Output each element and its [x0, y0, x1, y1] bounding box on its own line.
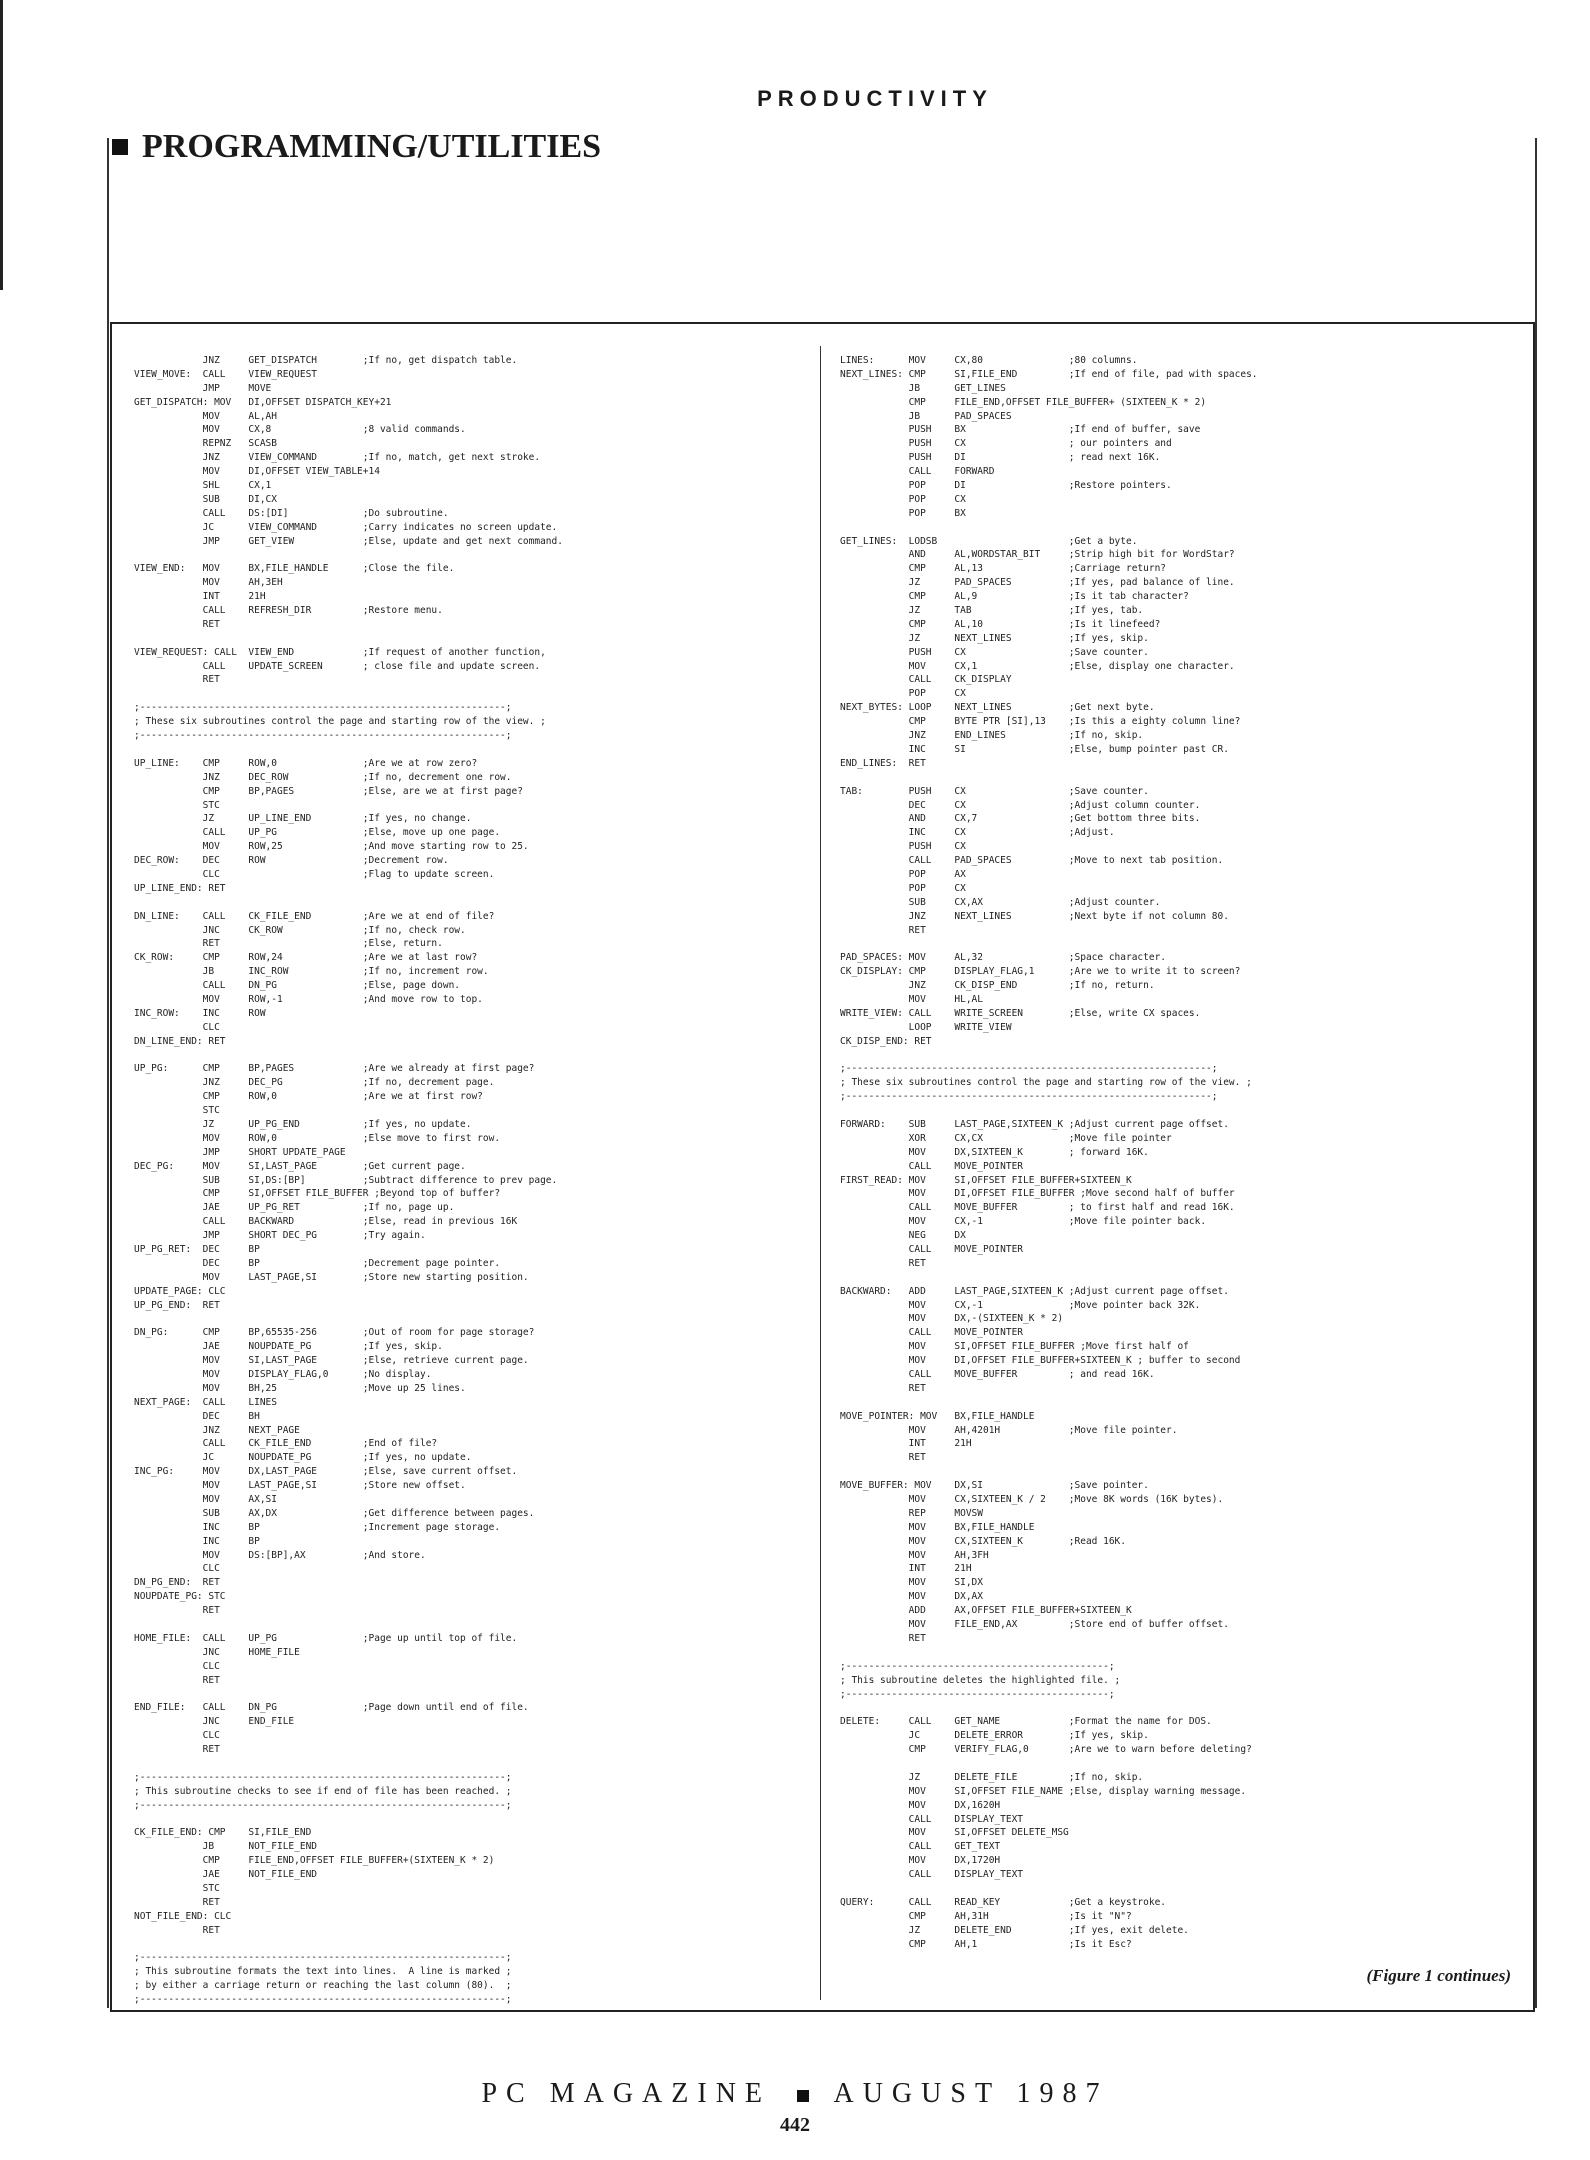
code-line: DN_PG: CMP BP,65535-256 ;Out of room for page storage? — [134, 1327, 535, 1339]
code-line: ADD AX,OFFSET FILE_BUFFER+SIXTEEN_K — [840, 1605, 1132, 1617]
code-line: CALL CK_DISPLAY — [840, 674, 1012, 686]
code-line: MOV CX,-1 ;Move file pointer back. — [840, 1216, 1207, 1228]
code-line: JB INC_ROW ;If no, increment row. — [134, 966, 489, 978]
left-column-rule — [107, 138, 109, 2008]
code-line: DEC BP ;Decrement page pointer. — [134, 1257, 501, 1269]
code-line: GET_DISPATCH: MOV DI,OFFSET DISPATCH_KEY+21 — [134, 396, 392, 408]
code-line: MOV LAST_PAGE,SI ;Store new offset. — [134, 1480, 466, 1492]
code-line: MOV ROW,25 ;And move starting row to 25. — [134, 841, 529, 853]
code-line: JAE UP_PG_RET ;If no, page up. — [134, 1202, 455, 1214]
code-line: XOR CX,CX ;Move file pointer — [840, 1132, 1172, 1144]
code-line: PAD_SPACES: MOV AL,32 ;Space character. — [840, 952, 1167, 964]
code-line: AND AL,WORDSTAR_BIT ;Strip high bit for WordStar? — [840, 549, 1235, 561]
listing-left-column — [134, 354, 814, 2006]
code-line: MOV DS:[BP],AX ;And store. — [134, 1549, 426, 1561]
code-line: VIEW_REQUEST: CALL VIEW_END ;If request of another function, — [134, 646, 546, 658]
code-line: JNZ VIEW_COMMAND ;If no, match, get next stroke. — [134, 452, 541, 464]
code-line: MOV CX,-1 ;Move pointer back 32K. — [840, 1299, 1201, 1311]
code-line: LOOP WRITE_VIEW — [840, 1021, 1012, 1033]
code-line: CALL BACKWARD ;Else, read in previous 16K — [134, 1216, 518, 1228]
code-line: JMP GET_VIEW ;Else, update and get next command. — [134, 535, 563, 547]
code-line: END_FILE: CALL DN_PG ;Page down until end of file. — [134, 1702, 529, 1714]
code-line: CMP SI,OFFSET FILE_BUFFER ;Beyond top of buffer? — [134, 1188, 501, 1200]
code-line: MOV DX,-(SIXTEEN_K * 2) — [840, 1313, 1064, 1325]
code-line: MOV DX,SIXTEEN_K ; forward 16K. — [840, 1146, 1149, 1158]
code-line: WRITE_VIEW: CALL WRITE_SCREEN ;Else, write CX spaces. — [840, 1007, 1201, 1019]
code-line: STC — [134, 1882, 220, 1894]
code-line: MOV DISPLAY_FLAG,0 ;No display. — [134, 1369, 432, 1381]
code-line: RET — [840, 1632, 926, 1644]
code-line — [134, 1757, 814, 1771]
code-line: END_LINES: RET — [840, 757, 926, 769]
code-line: GET_LINES: LODSB ;Get a byte. — [840, 535, 1138, 547]
code-line: CLC — [134, 1021, 220, 1033]
code-line: INC_ROW: INC ROW — [134, 1007, 266, 1019]
code-line: DEC_ROW: DEC ROW ;Decrement row. — [134, 855, 449, 867]
code-line: ; by either a carriage return or reaching the last column (80). ; — [134, 1980, 512, 1992]
code-line: DN_LINE: CALL CK_FILE_END ;Are we at end of file? — [134, 910, 495, 922]
code-line: RET — [840, 1382, 926, 1394]
code-line: RET — [134, 1896, 220, 1908]
code-line — [840, 1701, 1525, 1715]
code-line: FIRST_READ: MOV SI,OFFSET FILE_BUFFER+SIXTEEN_K — [840, 1174, 1132, 1186]
code-line: REPNZ SCASB — [134, 438, 277, 450]
code-line: SUB AX,DX ;Get difference between pages. — [134, 1507, 535, 1519]
code-line: POP CX — [840, 882, 966, 894]
code-line: JZ UP_LINE_END ;If yes, no change. — [134, 813, 472, 825]
code-line: MOV LAST_PAGE,SI ;Store new starting position. — [134, 1271, 529, 1283]
code-line: ; These six subroutines control the page and starting row of the view. ; — [134, 716, 546, 728]
code-line: CK_DISP_END: RET — [840, 1035, 932, 1047]
code-line — [134, 1312, 814, 1326]
code-line: UP_LINE: CMP ROW,0 ;Are we at row zero? — [134, 757, 478, 769]
code-line: NOUPDATE_PG: STC — [134, 1591, 226, 1603]
code-line: DN_LINE_END: RET — [134, 1035, 226, 1047]
code-line: ; This subroutine deletes the highlighted file. ; — [840, 1674, 1121, 1686]
code-line: CALL MOVE_POINTER — [840, 1327, 1024, 1339]
code-line — [840, 1104, 1525, 1118]
code-line: JZ PAD_SPACES ;If yes, pad balance of line. — [840, 577, 1235, 589]
code-line: MOV AL,AH — [134, 410, 277, 422]
code-line: JB GET_LINES — [840, 382, 1006, 394]
code-line: POP AX — [840, 868, 966, 880]
code-line: CMP FILE_END,OFFSET FILE_BUFFER+ (SIXTEEN_K * 2) — [840, 396, 1207, 408]
code-line: POP BX — [840, 507, 966, 519]
code-line: BACKWARD: ADD LAST_PAGE,SIXTEEN_K ;Adjust current page offset. — [840, 1285, 1229, 1297]
margin-rule — [0, 0, 3, 290]
code-line: INT 21H — [840, 1563, 972, 1575]
code-line: CMP BP,PAGES ;Else, are we at first page? — [134, 785, 523, 797]
code-line: RET — [134, 618, 220, 630]
page-footer — [0, 2078, 1590, 2110]
code-line — [840, 1465, 1525, 1479]
code-line: JAE NOT_FILE_END — [134, 1869, 318, 1881]
code-line: MOV CX,SIXTEEN_K / 2 ;Move 8K words (16K bytes). — [840, 1494, 1224, 1506]
code-line: HOME_FILE: CALL UP_PG ;Page up until top of file. — [134, 1632, 518, 1644]
code-line: DN_PG_END: RET — [134, 1577, 220, 1589]
running-header: PRODUCTIVITY — [757, 86, 993, 111]
code-line: MOV SI,OFFSET FILE_NAME ;Else, display warning message. — [840, 1785, 1247, 1797]
code-line: CMP AL,9 ;Is it tab character? — [840, 591, 1189, 603]
code-line: CMP ROW,0 ;Are we at first row? — [134, 1091, 483, 1103]
code-line: INC SI ;Else, bump pointer past CR. — [840, 743, 1229, 755]
code-line: MOVE_BUFFER: MOV DX,SI ;Save pointer. — [840, 1480, 1149, 1492]
code-line: ;----------------------------------------------------------------; — [840, 1091, 1218, 1103]
code-line: CALL CK_FILE_END ;End of file? — [134, 1438, 438, 1450]
code-line: JNZ END_LINES ;If no, skip. — [840, 730, 1144, 742]
code-line — [840, 937, 1525, 951]
code-line: JNZ CK_DISP_END ;If no, return. — [840, 980, 1155, 992]
code-line: RET — [134, 1674, 220, 1686]
code-line: CK_DISPLAY: CMP DISPLAY_FLAG,1 ;Are we to write it to screen? — [840, 966, 1241, 978]
code-line: POP CX — [840, 688, 966, 700]
code-line: INC BP ;Increment page storage. — [134, 1521, 501, 1533]
code-listing-figure — [110, 322, 1535, 2012]
code-line: MOV ROW,-1 ;And move row to top. — [134, 993, 483, 1005]
code-line: JZ DELETE_END ;If yes, exit delete. — [840, 1924, 1189, 1936]
code-line: DEC_PG: MOV SI,LAST_PAGE ;Get current page. — [134, 1160, 466, 1172]
code-line: MOV DX,1620H — [840, 1799, 1001, 1811]
code-line: UP_PG: CMP BP,PAGES ;Are we already at first page? — [134, 1063, 535, 1075]
code-line: DEC BH — [134, 1410, 260, 1422]
code-line: CMP FILE_END,OFFSET FILE_BUFFER+(SIXTEEN_K * 2) — [134, 1855, 495, 1867]
code-line: UP_LINE_END: RET — [134, 882, 226, 894]
code-line: ;----------------------------------------------------------------; — [840, 1063, 1218, 1075]
code-line: SUB DI,CX — [134, 493, 277, 505]
code-line: JC NOUPDATE_PG ;If yes, no update. — [134, 1452, 472, 1464]
code-line: JNZ NEXT_PAGE — [134, 1424, 300, 1436]
code-line: MOV DX,1720H — [840, 1855, 1001, 1867]
code-line: MOV CX,8 ;8 valid commands. — [134, 424, 466, 436]
right-column-rule — [1535, 138, 1537, 2008]
code-line: CMP AH,1 ;Is it Esc? — [840, 1938, 1132, 1950]
code-line: ;----------------------------------------------------------------; — [134, 730, 512, 742]
magazine-name: PC MAGAZINE — [481, 2078, 772, 2109]
code-line: POP CX — [840, 493, 966, 505]
code-line: SHL CX,1 — [134, 480, 272, 492]
code-line: CK_ROW: CMP ROW,24 ;Are we at last row? — [134, 952, 478, 964]
code-line: UP_PG_RET: DEC BP — [134, 1244, 260, 1255]
code-line — [134, 1688, 814, 1702]
code-line: LINES: MOV CX,80 ;80 columns. — [840, 355, 1138, 366]
code-line — [134, 743, 814, 757]
code-line: DEC CX ;Adjust column counter. — [840, 799, 1201, 811]
code-line: CMP VERIFY_FLAG,0 ;Are we to warn before deleting? — [840, 1744, 1252, 1756]
code-line: PUSH CX — [840, 841, 966, 853]
code-line: INC BP — [134, 1535, 260, 1547]
code-line — [840, 1882, 1525, 1896]
code-line: RET — [840, 924, 926, 936]
code-line: NEG DX — [840, 1230, 966, 1242]
code-line: MOV AH,4201H ;Move file pointer. — [840, 1424, 1178, 1436]
section-title — [112, 128, 601, 166]
code-line: JB NOT_FILE_END — [134, 1841, 318, 1853]
code-line: PUSH CX ; our pointers and — [840, 438, 1172, 450]
code-line: NEXT_PAGE: CALL LINES — [134, 1396, 277, 1408]
code-line — [840, 1396, 1525, 1410]
code-line: DELETE: CALL GET_NAME ;Format the name for DOS. — [840, 1716, 1212, 1728]
page-number: 442 — [780, 2114, 810, 2136]
section-title-text: PROGRAMMING/UTILITIES — [142, 128, 602, 165]
code-line: ;----------------------------------------------------------------; — [134, 702, 512, 714]
code-line: JMP MOVE — [134, 382, 272, 394]
code-line — [840, 1646, 1525, 1660]
code-line: MOV DI,OFFSET VIEW_TABLE+14 — [134, 466, 380, 478]
code-line: CLC — [134, 1660, 220, 1672]
code-line: PUSH DI ; read next 16K. — [840, 452, 1161, 464]
figure-continues-note: (Figure 1 continues) — [1366, 1966, 1511, 1985]
code-line: MOV HL,AL — [840, 993, 983, 1005]
code-line: FORWARD: SUB LAST_PAGE,SIXTEEN_K ;Adjust current page offset. — [840, 1118, 1229, 1130]
code-line: CALL FORWARD — [840, 466, 995, 478]
code-line: INC CX ;Adjust. — [840, 827, 1115, 839]
code-line: ;----------------------------------------------------------------; — [134, 1994, 512, 2006]
code-line: CALL UP_PG ;Else, move up one page. — [134, 827, 501, 839]
code-line — [134, 687, 814, 701]
code-line: TAB: PUSH CX ;Save counter. — [840, 785, 1149, 797]
listing-right-column — [840, 354, 1525, 1996]
code-line: JZ NEXT_LINES ;If yes, skip. — [840, 632, 1149, 644]
code-line: CLC ;Flag to update screen. — [134, 868, 495, 880]
code-line: ;----------------------------------------------------------------; — [134, 1799, 512, 1811]
code-line: RET — [134, 674, 220, 686]
code-line: SUB SI,DS:[BP] ;Subtract difference to prev page. — [134, 1174, 558, 1186]
code-line: CALL MOVE_POINTER — [840, 1244, 1024, 1255]
code-line: ; These six subroutines control the page and starting row of the view. ; — [840, 1077, 1252, 1089]
code-line — [134, 548, 814, 562]
code-line: NEXT_LINES: CMP SI,FILE_END ;If end of file, pad with spaces. — [840, 368, 1258, 380]
code-line: CALL DS:[DI] ;Do subroutine. — [134, 507, 449, 519]
code-line: MOV SI,OFFSET DELETE_MSG — [840, 1827, 1069, 1839]
code-line: JNZ DEC_ROW ;If no, decrement one row. — [134, 771, 512, 783]
code-line: MOV BH,25 ;Move up 25 lines. — [134, 1382, 466, 1394]
code-line: RET — [840, 1257, 926, 1269]
code-line: MOV SI,LAST_PAGE ;Else, retrieve current page. — [134, 1355, 529, 1367]
code-line — [134, 1813, 814, 1827]
code-line: UPDATE_PAGE: CLC — [134, 1285, 226, 1297]
code-line: JNC HOME_FILE — [134, 1646, 300, 1658]
code-line: ;----------------------------------------------------------------; — [134, 1952, 512, 1964]
code-line: SUB CX,AX ;Adjust counter. — [840, 896, 1161, 908]
code-line: JZ DELETE_FILE ;If no, skip. — [840, 1771, 1144, 1783]
code-line: CMP BYTE PTR [SI],13 ;Is this a eighty column line? — [840, 716, 1241, 728]
code-line: MOV DI,OFFSET FILE_BUFFER ;Move second half of buffer — [840, 1188, 1235, 1200]
code-line: CK_FILE_END: CMP SI,FILE_END — [134, 1827, 312, 1839]
code-line: CLC — [134, 1730, 220, 1742]
code-line: CALL MOVE_POINTER — [840, 1160, 1024, 1172]
code-line: CALL GET_TEXT — [840, 1841, 1001, 1853]
code-line: CLC — [134, 1563, 220, 1575]
code-line: AND CX,7 ;Get bottom three bits. — [840, 813, 1201, 825]
code-line: CALL REFRESH_DIR ;Restore menu. — [134, 605, 443, 617]
code-line: CALL UPDATE_SCREEN ; close file and update screen. — [134, 660, 541, 672]
code-line: NEXT_BYTES: LOOP NEXT_LINES ;Get next byte. — [840, 702, 1155, 714]
code-line — [134, 896, 814, 910]
code-line: MOV AH,3FH — [840, 1549, 989, 1561]
code-line: ;----------------------------------------------------------------; — [134, 1771, 512, 1783]
code-line: JZ UP_PG_END ;If yes, no update. — [134, 1118, 472, 1130]
code-line: CALL DISPLAY_TEXT — [840, 1869, 1024, 1881]
code-line: UP_PG_END: RET — [134, 1299, 220, 1311]
code-line: MOV DI,OFFSET FILE_BUFFER+SIXTEEN_K ; buffer to second — [840, 1355, 1241, 1367]
code-line: CMP AL,13 ;Carriage return? — [840, 563, 1167, 575]
code-line: RET — [134, 1605, 220, 1617]
code-line — [840, 521, 1525, 535]
code-line: MOV FILE_END,AX ;Store end of buffer offset. — [840, 1619, 1229, 1631]
code-line: ; This subroutine formats the text into lines. A line is marked ; — [134, 1966, 512, 1978]
code-line: JZ TAB ;If yes, tab. — [840, 605, 1144, 617]
code-line — [134, 1049, 814, 1063]
code-line: CALL DN_PG ;Else, page down. — [134, 980, 461, 992]
code-line: RET ;Else, return. — [134, 938, 443, 950]
code-line: JMP SHORT DEC_PG ;Try again. — [134, 1230, 426, 1242]
code-line: VIEW_END: MOV BX,FILE_HANDLE ;Close the file. — [134, 563, 455, 575]
code-line: MOV AH,3EH — [134, 577, 283, 589]
code-line — [134, 632, 814, 646]
code-line: MOVE_POINTER: MOV BX,FILE_HANDLE — [840, 1410, 1035, 1422]
column-divider — [820, 346, 821, 2000]
code-line — [840, 1049, 1525, 1063]
code-line: VIEW_MOVE: CALL VIEW_REQUEST — [134, 368, 318, 380]
code-line: MOV SI,OFFSET FILE_BUFFER ;Move first half of — [840, 1341, 1189, 1353]
code-line — [840, 1757, 1525, 1771]
code-line: MOV ROW,0 ;Else move to first row. — [134, 1132, 501, 1144]
code-line: MOV CX,1 ;Else, display one character. — [840, 660, 1235, 672]
code-line: PUSH BX ;If end of buffer, save — [840, 424, 1201, 436]
code-line: MOV AX,SI — [134, 1494, 277, 1506]
code-line — [840, 1271, 1525, 1285]
code-line: JAE NOUPDATE_PG ;If yes, skip. — [134, 1341, 443, 1353]
code-line: STC — [134, 799, 220, 811]
code-line — [134, 1938, 814, 1952]
code-line: INT 21H — [134, 591, 266, 603]
code-line: CMP AL,10 ;Is it linefeed? — [840, 618, 1161, 630]
code-line: JNZ GET_DISPATCH ;If no, get dispatch table. — [134, 355, 518, 366]
code-line: CALL DISPLAY_TEXT — [840, 1813, 1024, 1825]
code-line: ; This subroutine checks to see if end of file has been reached. ; — [134, 1785, 512, 1797]
square-separator-icon — [797, 2090, 809, 2102]
issue-date: AUGUST 1987 — [833, 2078, 1109, 2109]
code-line: RET — [840, 1452, 926, 1464]
code-line: RET — [134, 1744, 220, 1756]
code-line: JMP SHORT UPDATE_PAGE — [134, 1146, 346, 1158]
code-line: MOV CX,SIXTEEN_K ;Read 16K. — [840, 1535, 1126, 1547]
code-line: REP MOVSW — [840, 1507, 983, 1519]
code-line: CMP AH,31H ;Is it "N"? — [840, 1910, 1132, 1922]
code-line: MOV BX,FILE_HANDLE — [840, 1521, 1035, 1533]
code-line: JNZ DEC_PG ;If no, decrement page. — [134, 1077, 495, 1089]
code-line: STC — [134, 1105, 220, 1117]
code-line: JB PAD_SPACES — [840, 410, 1012, 422]
code-line: JC VIEW_COMMAND ;Carry indicates no screen update. — [134, 521, 558, 533]
code-line: ;----------------------------------------------; — [840, 1688, 1115, 1700]
code-line: INC_PG: MOV DX,LAST_PAGE ;Else, save current offset. — [134, 1466, 518, 1478]
code-line — [134, 1618, 814, 1632]
code-line: PUSH CX ;Save counter. — [840, 646, 1149, 658]
square-bullet-icon — [112, 139, 128, 155]
code-line: CALL MOVE_BUFFER ; to first half and read 16K. — [840, 1202, 1235, 1214]
code-line: CALL MOVE_BUFFER ; and read 16K. — [840, 1369, 1155, 1381]
code-line: NOT_FILE_END: CLC — [134, 1910, 232, 1922]
code-line: JNZ NEXT_LINES ;Next byte if not column 80. — [840, 910, 1229, 922]
code-line: JC DELETE_ERROR ;If yes, skip. — [840, 1730, 1149, 1742]
code-line: ;----------------------------------------------; — [840, 1660, 1115, 1672]
code-line: JNC END_FILE — [134, 1716, 295, 1728]
code-line: RET — [134, 1924, 220, 1936]
code-line: INT 21H — [840, 1438, 972, 1450]
code-line: MOV SI,DX — [840, 1577, 983, 1589]
code-line — [840, 771, 1525, 785]
code-line: POP DI ;Restore pointers. — [840, 480, 1172, 492]
code-line: MOV DX,AX — [840, 1591, 983, 1603]
code-line: JNC CK_ROW ;If no, check row. — [134, 924, 466, 936]
code-line: QUERY: CALL READ_KEY ;Get a keystroke. — [840, 1896, 1167, 1908]
code-line: CALL PAD_SPACES ;Move to next tab position. — [840, 855, 1224, 867]
